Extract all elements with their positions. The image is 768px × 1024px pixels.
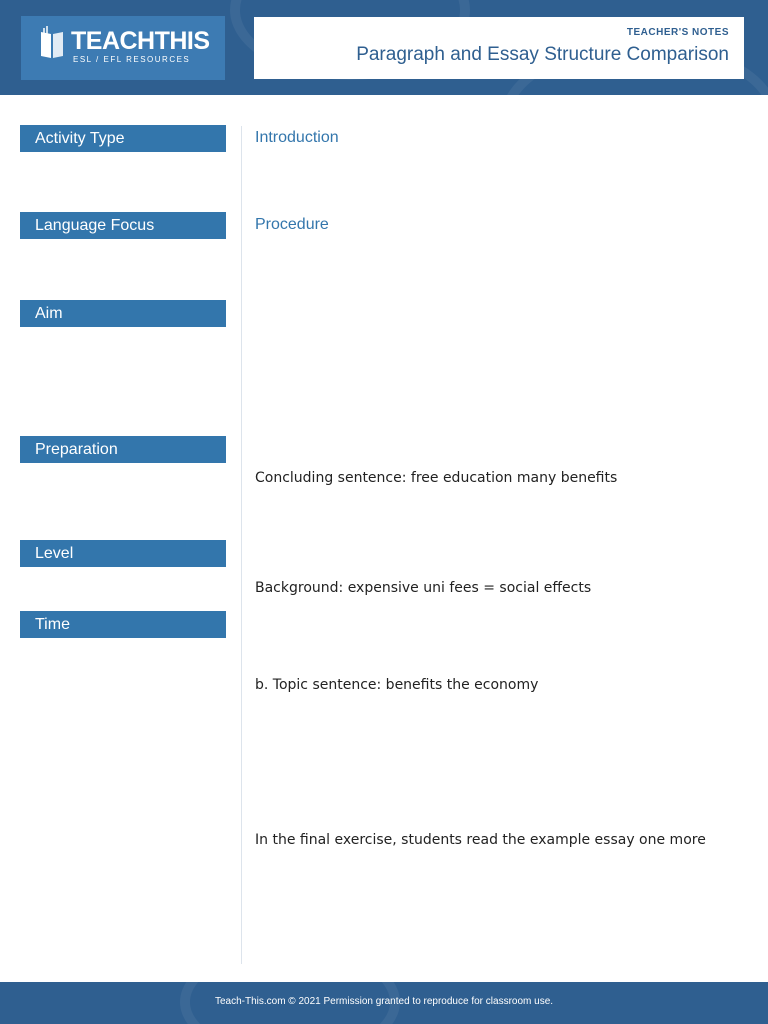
procedure-line: Background: expensive uni fees = social effects xyxy=(255,580,592,596)
logo-name: TEACHTHIS xyxy=(71,27,210,55)
page-footer xyxy=(0,982,768,1024)
procedure-line: Concluding sentence: free education many benefits xyxy=(255,470,618,486)
copyright-notice: Teach-This.com © 2021 Permission granted to reproduce for classroom use. xyxy=(214,996,554,1007)
teachers-notes-kicker: TEACHER'S NOTES xyxy=(626,27,729,38)
label-preparation: Preparation xyxy=(20,436,226,463)
logo-tagline: ESL / EFL RESOURCES xyxy=(73,55,191,64)
introduction-heading: Introduction xyxy=(255,129,339,146)
label-language-focus: Language Focus xyxy=(20,212,226,239)
label-aim: Aim xyxy=(20,300,226,327)
procedure-line: b. Topic sentence: benefits the economy xyxy=(255,677,539,693)
page-header xyxy=(0,0,768,95)
procedure-heading: Procedure xyxy=(255,216,329,233)
column-divider xyxy=(241,126,242,964)
label-time: Time xyxy=(20,611,226,638)
label-activity-type: Activity Type xyxy=(20,125,226,152)
page-title: Paragraph and Essay Structure Comparison xyxy=(356,44,729,65)
label-level: Level xyxy=(20,540,226,567)
title-box xyxy=(254,17,744,79)
procedure-line: In the final exercise, students read the example essay one more xyxy=(255,832,706,848)
book-icon xyxy=(37,26,67,60)
teachthis-logo[interactable] xyxy=(21,16,225,80)
